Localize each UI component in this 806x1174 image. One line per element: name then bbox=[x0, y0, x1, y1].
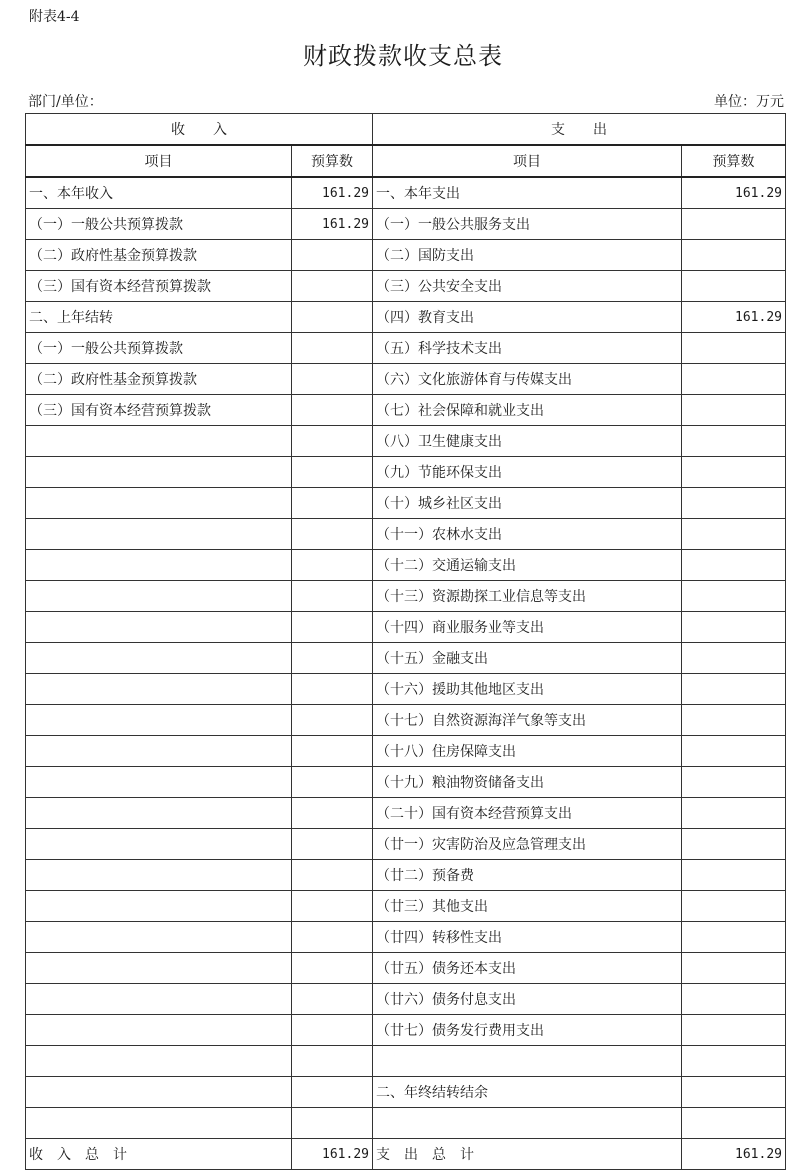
income-value-cell bbox=[292, 674, 373, 705]
income-value-cell bbox=[292, 302, 373, 333]
expense-value-cell bbox=[682, 922, 786, 953]
expense-value-cell bbox=[682, 643, 786, 674]
table-row bbox=[26, 1015, 786, 1046]
expense-value-cell bbox=[682, 891, 786, 922]
budget-table bbox=[25, 113, 786, 1170]
expense-item-cell: （一）一般公共服务支出 bbox=[373, 209, 682, 240]
expense-value-cell bbox=[682, 333, 786, 364]
table-row bbox=[26, 767, 786, 798]
expense-item-cell: （廿七）债务发行费用支出 bbox=[373, 1015, 682, 1046]
doc-label: 附表4-4 bbox=[29, 9, 80, 25]
expense-value-cell bbox=[682, 767, 786, 798]
expense-item-cell: （十三）资源勘探工业信息等支出 bbox=[373, 581, 682, 612]
expense-value-cell bbox=[682, 395, 786, 426]
expense-item-cell: （十一）农林水支出 bbox=[373, 519, 682, 550]
income-item-cell bbox=[26, 953, 292, 984]
income-value-cell bbox=[292, 922, 373, 953]
table-row bbox=[26, 736, 786, 767]
income-section-header: 收 入 bbox=[26, 114, 373, 146]
income-value-cell bbox=[292, 1015, 373, 1046]
column-header-row bbox=[26, 145, 786, 177]
table-row bbox=[26, 488, 786, 519]
expense-value-cell bbox=[682, 519, 786, 550]
table-row bbox=[26, 426, 786, 457]
table-row bbox=[26, 364, 786, 395]
income-value-cell bbox=[292, 736, 373, 767]
income-item-cell bbox=[26, 581, 292, 612]
income-item-cell bbox=[26, 643, 292, 674]
expense-value-cell bbox=[682, 705, 786, 736]
income-value-cell bbox=[292, 333, 373, 364]
expense-item-cell: （廿二）预备费 bbox=[373, 860, 682, 891]
income-value-cell bbox=[292, 953, 373, 984]
expense-value-cell bbox=[682, 488, 786, 519]
income-value-cell: 161.29 bbox=[292, 177, 373, 209]
expense-value-cell bbox=[682, 1077, 786, 1108]
unit-label: 单位：万元 bbox=[714, 94, 784, 110]
expense-value-cell bbox=[682, 1108, 786, 1139]
income-value-cell: 161.29 bbox=[292, 209, 373, 240]
page-title: 财政拨款收支总表 bbox=[303, 42, 503, 70]
income-value-cell bbox=[292, 829, 373, 860]
income-value-cell bbox=[292, 1108, 373, 1139]
table-row bbox=[26, 333, 786, 364]
table-row bbox=[26, 271, 786, 302]
expense-budget-header: 预算数 bbox=[682, 145, 786, 177]
expense-item-cell: （二十）国有资本经营预算支出 bbox=[373, 798, 682, 829]
income-item-cell bbox=[26, 984, 292, 1015]
expense-item-cell: （廿六）债务付息支出 bbox=[373, 984, 682, 1015]
income-value-cell bbox=[292, 240, 373, 271]
expense-value-cell bbox=[682, 984, 786, 1015]
expense-item-cell: （十）城乡社区支出 bbox=[373, 488, 682, 519]
income-value-cell bbox=[292, 767, 373, 798]
expense-item-cell: （十四）商业服务业等支出 bbox=[373, 612, 682, 643]
income-value-cell bbox=[292, 519, 373, 550]
table-row bbox=[26, 984, 786, 1015]
table-row bbox=[26, 891, 786, 922]
income-item-cell bbox=[26, 1108, 292, 1139]
income-item-header: 项目 bbox=[26, 145, 292, 177]
expense-item-cell: （廿一）灾害防治及应急管理支出 bbox=[373, 829, 682, 860]
income-value-cell bbox=[292, 705, 373, 736]
table-row bbox=[26, 395, 786, 426]
expense-value-cell bbox=[682, 612, 786, 643]
expense-value-cell bbox=[682, 860, 786, 891]
total-row bbox=[26, 1139, 786, 1170]
expense-item-cell: （十七）自然资源海洋气象等支出 bbox=[373, 705, 682, 736]
table-row bbox=[26, 457, 786, 488]
income-value-cell bbox=[292, 798, 373, 829]
income-item-cell: （二）政府性基金预算拨款 bbox=[26, 364, 292, 395]
expense-item-cell: （廿三）其他支出 bbox=[373, 891, 682, 922]
income-value-cell bbox=[292, 1046, 373, 1077]
income-value-cell bbox=[292, 1077, 373, 1108]
expense-item-header: 项目 bbox=[373, 145, 682, 177]
expense-item-cell: （八）卫生健康支出 bbox=[373, 426, 682, 457]
income-item-cell bbox=[26, 612, 292, 643]
expense-item-cell: （廿四）转移性支出 bbox=[373, 922, 682, 953]
expense-value-cell bbox=[682, 736, 786, 767]
income-item-cell bbox=[26, 426, 292, 457]
expense-item-cell: （十九）粮油物资储备支出 bbox=[373, 767, 682, 798]
income-item-cell: 一、本年收入 bbox=[26, 177, 292, 209]
income-item-cell bbox=[26, 736, 292, 767]
income-item-cell bbox=[26, 674, 292, 705]
income-budget-header: 预算数 bbox=[292, 145, 373, 177]
income-item-cell bbox=[26, 457, 292, 488]
table-row bbox=[26, 1077, 786, 1108]
expense-value-cell bbox=[682, 829, 786, 860]
income-value-cell bbox=[292, 426, 373, 457]
income-value-cell bbox=[292, 395, 373, 426]
income-value-cell bbox=[292, 271, 373, 302]
income-item-cell bbox=[26, 767, 292, 798]
income-item-cell bbox=[26, 705, 292, 736]
expense-item-cell: （十八）住房保障支出 bbox=[373, 736, 682, 767]
expense-value-cell bbox=[682, 1046, 786, 1077]
income-item-cell: （三）国有资本经营预算拨款 bbox=[26, 271, 292, 302]
table-row bbox=[26, 860, 786, 891]
expense-total-label: 支 出 总 计 bbox=[373, 1139, 682, 1170]
expense-section-header: 支 出 bbox=[373, 114, 786, 146]
income-total-label: 收 入 总 计 bbox=[26, 1139, 292, 1170]
income-item-cell bbox=[26, 1077, 292, 1108]
table-row bbox=[26, 177, 786, 209]
income-item-cell bbox=[26, 1046, 292, 1077]
income-value-cell bbox=[292, 612, 373, 643]
expense-item-cell: （十五）金融支出 bbox=[373, 643, 682, 674]
income-value-cell bbox=[292, 860, 373, 891]
expense-item-cell: （十六）援助其他地区支出 bbox=[373, 674, 682, 705]
income-value-cell bbox=[292, 984, 373, 1015]
expense-item-cell: （二）国防支出 bbox=[373, 240, 682, 271]
income-value-cell bbox=[292, 581, 373, 612]
table-row bbox=[26, 829, 786, 860]
table-row bbox=[26, 550, 786, 581]
table-row bbox=[26, 705, 786, 736]
income-value-cell bbox=[292, 488, 373, 519]
expense-value-cell bbox=[682, 674, 786, 705]
expense-value-cell bbox=[682, 1015, 786, 1046]
expense-value-cell bbox=[682, 581, 786, 612]
income-item-cell bbox=[26, 860, 292, 891]
table-row bbox=[26, 581, 786, 612]
income-item-cell bbox=[26, 798, 292, 829]
table-row bbox=[26, 209, 786, 240]
income-value-cell bbox=[292, 891, 373, 922]
expense-item-cell: 二、年终结转结余 bbox=[373, 1077, 682, 1108]
expense-total-value: 161.29 bbox=[682, 1139, 786, 1170]
table-row bbox=[26, 612, 786, 643]
expense-value-cell bbox=[682, 457, 786, 488]
income-item-cell bbox=[26, 550, 292, 581]
expense-value-cell bbox=[682, 271, 786, 302]
expense-value-cell bbox=[682, 550, 786, 581]
table-row bbox=[26, 674, 786, 705]
income-value-cell bbox=[292, 643, 373, 674]
table-row bbox=[26, 798, 786, 829]
expense-item-cell: （五）科学技术支出 bbox=[373, 333, 682, 364]
expense-item-cell: （四）教育支出 bbox=[373, 302, 682, 333]
income-item-cell bbox=[26, 488, 292, 519]
income-item-cell: （三）国有资本经营预算拨款 bbox=[26, 395, 292, 426]
table-row bbox=[26, 519, 786, 550]
income-item-cell: 二、上年结转 bbox=[26, 302, 292, 333]
expense-item-cell: 一、本年支出 bbox=[373, 177, 682, 209]
income-value-cell bbox=[292, 457, 373, 488]
section-header-row bbox=[26, 114, 786, 146]
table-row bbox=[26, 1046, 786, 1077]
income-item-cell bbox=[26, 922, 292, 953]
expense-item-cell: （七）社会保障和就业支出 bbox=[373, 395, 682, 426]
expense-value-cell bbox=[682, 209, 786, 240]
department-label: 部门/单位： bbox=[28, 94, 103, 110]
expense-item-cell: （廿五）债务还本支出 bbox=[373, 953, 682, 984]
income-value-cell bbox=[292, 364, 373, 395]
expense-item-cell: （九）节能环保支出 bbox=[373, 457, 682, 488]
table-row bbox=[26, 302, 786, 333]
income-item-cell bbox=[26, 829, 292, 860]
expense-item-cell bbox=[373, 1108, 682, 1139]
table-row bbox=[26, 953, 786, 984]
table-row bbox=[26, 922, 786, 953]
expense-item-cell: （十二）交通运输支出 bbox=[373, 550, 682, 581]
expense-item-cell bbox=[373, 1046, 682, 1077]
table-body bbox=[26, 114, 786, 1170]
income-value-cell bbox=[292, 550, 373, 581]
income-item-cell: （一）一般公共预算拨款 bbox=[26, 209, 292, 240]
expense-item-cell: （六）文化旅游体育与传媒支出 bbox=[373, 364, 682, 395]
expense-value-cell bbox=[682, 798, 786, 829]
table-row bbox=[26, 1108, 786, 1139]
expense-value-cell bbox=[682, 364, 786, 395]
expense-value-cell bbox=[682, 953, 786, 984]
income-item-cell bbox=[26, 1015, 292, 1046]
expense-value-cell: 161.29 bbox=[682, 177, 786, 209]
income-item-cell: （一）一般公共预算拨款 bbox=[26, 333, 292, 364]
income-item-cell bbox=[26, 519, 292, 550]
table-row bbox=[26, 643, 786, 674]
income-item-cell bbox=[26, 891, 292, 922]
expense-value-cell bbox=[682, 240, 786, 271]
expense-item-cell: （三）公共安全支出 bbox=[373, 271, 682, 302]
expense-value-cell: 161.29 bbox=[682, 302, 786, 333]
income-total-value: 161.29 bbox=[292, 1139, 373, 1170]
income-item-cell: （二）政府性基金预算拨款 bbox=[26, 240, 292, 271]
expense-value-cell bbox=[682, 426, 786, 457]
table-row bbox=[26, 240, 786, 271]
